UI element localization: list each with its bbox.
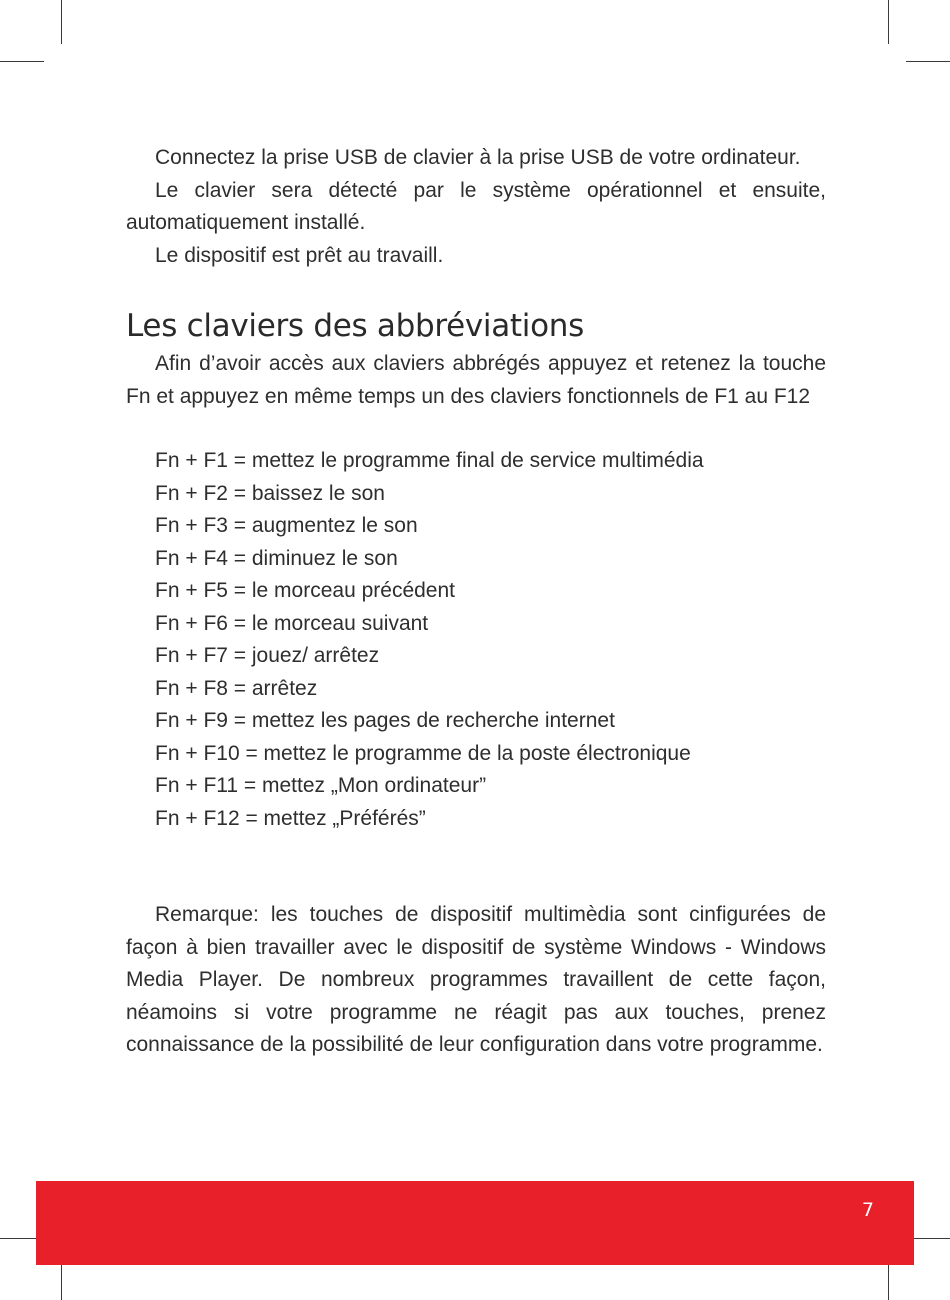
- shortcut-item: Fn + F6 = le morceau suivant: [155, 611, 429, 635]
- shortcut-item: Fn + F4 = diminuez le son: [155, 546, 398, 570]
- shortcut-item: Fn + F7 = jouez/ arrêtez: [155, 644, 380, 667]
- remark-paragraph: Remarque: les touches de dispositif multimèdia sont cinfigurées de façon à bien travailler avec le dispositif de système Windows - Windows Media Player. De nombreux programmes travaillent de cette façon, néamoins si votre programme ne réagit pas aux touches, prenez connaissance de la possibilité de leur configuration dans votre programme.: [126, 903, 826, 1056]
- shortcut-item: Fn + F5 = le morceau précédent: [155, 579, 455, 602]
- section-description: Afin d’avoir accès aux claviers abbrégés appuyez et retenez la touche Fn et appuyez en même temps un des claviers fonctionnels de F1 au F12: [126, 352, 826, 408]
- crop-mark-top-right-horizontal: [906, 61, 950, 62]
- shortcut-item: Fn + F2 = baissez le son: [155, 481, 385, 505]
- crop-mark-top-left-horizontal: [0, 61, 44, 62]
- shortcut-item: Fn + F12 = mettez „Préférés”: [155, 806, 426, 830]
- page-number: 7: [861, 1199, 874, 1221]
- crop-mark-top-right-vertical: [888, 0, 889, 44]
- shortcut-item: Fn + F3 = augmentez le son: [155, 514, 418, 537]
- intro-paragraph-detected: Le clavier sera détecté par le système opérationnel et ensuite, automatiquement installé.: [126, 178, 826, 234]
- shortcut-list: [126, 445, 826, 835]
- shortcut-item: Fn + F10 = mettez le programme de la poste électronique: [155, 741, 691, 765]
- shortcut-item: Fn + F1 = mettez le programme final de service multimédia: [155, 449, 704, 472]
- page-content: [126, 142, 826, 1062]
- footer-bar: [36, 1181, 914, 1265]
- section-heading: Les claviers des abbréviations: [126, 308, 584, 344]
- intro-paragraph-connect: Connectez la prise USB de clavier à la prise USB de votre ordinateur.: [155, 146, 801, 169]
- shortcut-item: Fn + F8 = arrêtez: [155, 676, 318, 700]
- intro-paragraph-ready: Le dispositif est prêt au travaill.: [155, 243, 444, 267]
- crop-mark-top-left-vertical: [61, 0, 62, 44]
- shortcut-item: Fn + F9 = mettez les pages de recherche internet: [155, 709, 615, 732]
- shortcut-item: Fn + F11 = mettez „Mon ordinateur”: [155, 774, 487, 797]
